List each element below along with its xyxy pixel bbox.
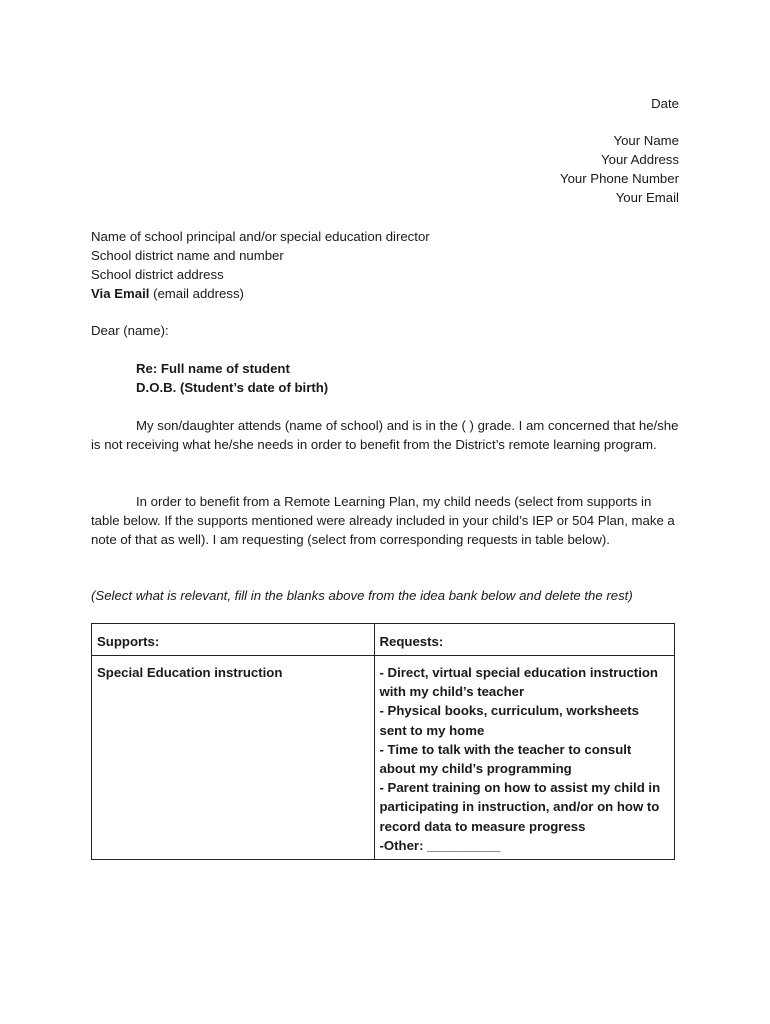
subject-student-dob: D.O.B. (Student’s date of birth) [136, 380, 329, 395]
header-requests: Requests: [374, 624, 675, 656]
sender-name: Your Name [613, 133, 679, 148]
sender-block [560, 94, 679, 207]
request-item: - Direct, virtual special education instruction with my child’s teacher [379, 665, 658, 700]
table-header-row [92, 624, 675, 656]
date-line: Date [651, 96, 679, 111]
recipient-name: Name of school principal and/or special education director [91, 229, 430, 244]
subject-block [136, 359, 328, 397]
body-paragraph-2: In order to benefit from a Remote Learning Plan, my child needs (select from supports in table below. If the supports mentioned were already included in your child’s IEP or 504 Plan, make a note of that as well). I am requesting (select from corresponding requests in table below). [91, 494, 675, 548]
recipient-block [91, 227, 681, 303]
sender-phone: Your Phone Number [559, 171, 679, 186]
recipient-address: School district address [91, 267, 224, 282]
sender-email: Your Email [615, 190, 679, 205]
request-item: -Other: __________ [379, 837, 501, 853]
delivery-method [91, 284, 681, 303]
via-email-label: Via Email [91, 286, 150, 301]
supports-requests-table [91, 623, 675, 860]
requests-cell [374, 656, 675, 860]
support-cell: Special Education instruction [92, 656, 375, 860]
via-email-value: (email address) [149, 286, 244, 301]
request-item: - Physical books, curriculum, worksheets sent to my home [379, 703, 639, 738]
subject-student-name: Re: Full name of student [136, 361, 290, 376]
header-supports: Supports: [92, 624, 375, 656]
sender-address: Your Address [601, 152, 679, 167]
recipient-district: School district name and number [91, 248, 284, 263]
salutation: Dear (name): [91, 323, 169, 338]
request-item: - Parent training on how to assist my child in participating in instruction, and/or on how to record data to measure progress [379, 780, 661, 834]
request-item: - Time to talk with the teacher to consult about my child’s programming [379, 741, 632, 777]
instruction-note: (Select what is relevant, fill in the blanks above from the idea bank below and delete the rest) [91, 588, 633, 603]
body-paragraph-1: My son/daughter attends (name of school) and is in the ( ) grade. I am concerned that he/she is not receiving what he/she needs in order to benefit from the District’s remote learning program. [91, 418, 679, 453]
table-row [92, 656, 675, 860]
